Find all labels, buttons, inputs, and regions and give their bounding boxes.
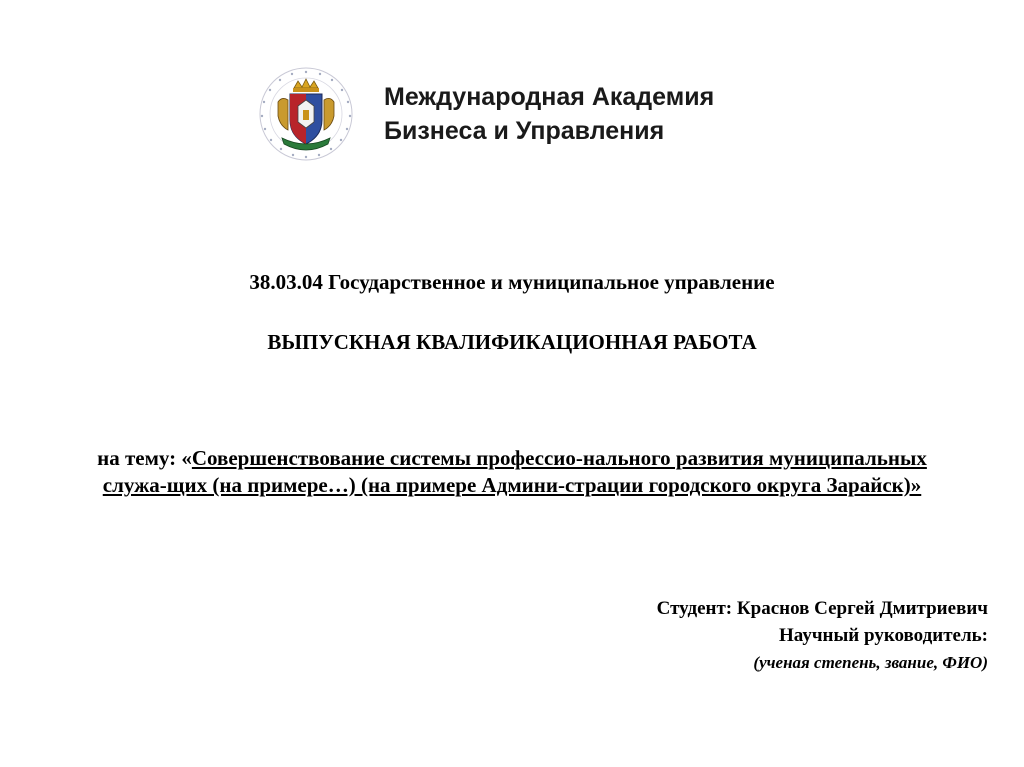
academy-name-line1: Международная Академия: [384, 83, 715, 111]
topic-title: Совершенствование системы профессио-нального развития муниципальных служа-щих (на примере…) (на примере Админи-страции городского округа Зарайск)»: [102, 446, 927, 497]
supervisor-line: Научный руководитель:: [779, 625, 988, 646]
work-type-heading: ВЫПУСКНАЯ КВАЛИФИКАЦИОННАЯ РАБОТА: [267, 330, 757, 354]
academy-name: [384, 80, 714, 148]
header: [258, 66, 714, 162]
authors-block: [657, 595, 988, 676]
topic-prefix: на тему: «: [97, 446, 192, 470]
supervisor-note: (ученая степень, звание, ФИО): [753, 653, 988, 672]
thesis-topic: [70, 445, 954, 499]
academy-emblem-logo: [258, 66, 354, 162]
specialty-code-title: 38.03.04 Государственное и муниципальное управление: [249, 270, 775, 294]
academy-name-line2: Бизнеса и Управления: [384, 117, 665, 145]
student-line: Студент: Краснов Сергей Дмитриевич: [656, 598, 988, 619]
